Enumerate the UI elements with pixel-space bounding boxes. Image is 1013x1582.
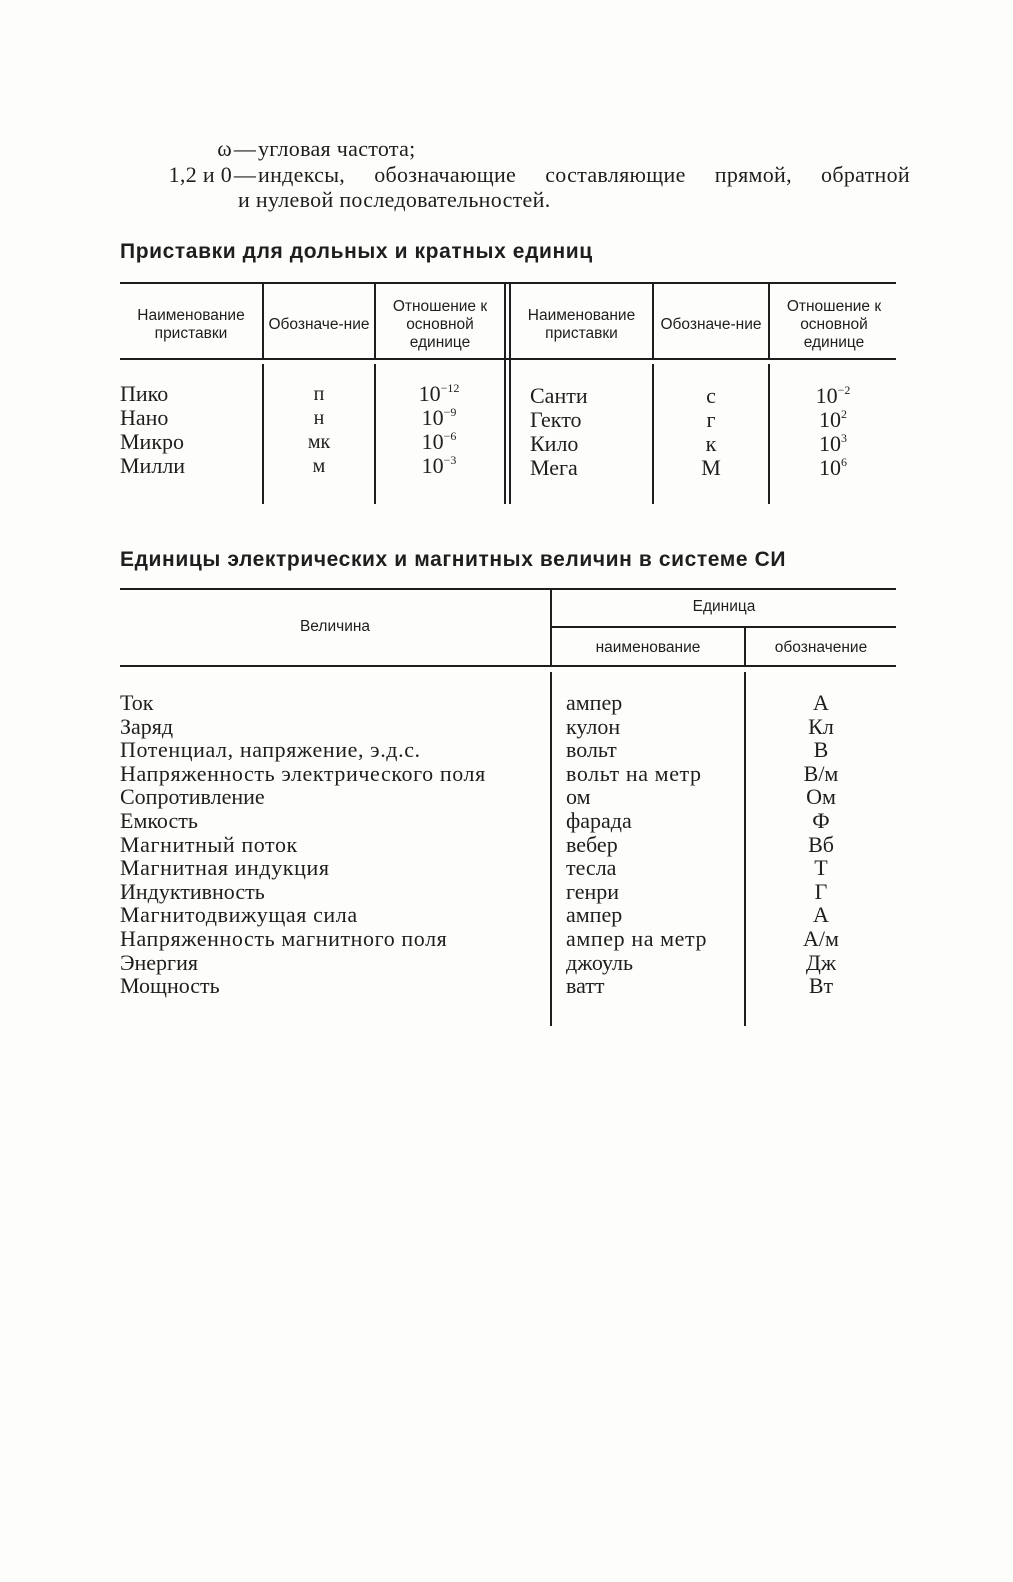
unit-name-cell: ампер [566, 902, 623, 928]
header-prefix-symbol: Обозначе-ние [268, 316, 370, 333]
unit-name-cell: ом [566, 784, 591, 810]
prefix-symbol: М [701, 455, 721, 480]
prefix-name: Пико [120, 381, 169, 406]
header-bottom-rule [120, 358, 896, 360]
column-divider [768, 284, 770, 358]
legend-dash: — [233, 162, 257, 187]
prefix-name: Нано [120, 405, 169, 430]
unit-symbol-cell: А [813, 902, 829, 928]
header-unit: Единица [692, 598, 756, 615]
unit-symbol-cell: Ом [806, 784, 836, 810]
ratio-value: $10^{-9}$ [421, 405, 457, 430]
column-divider [374, 284, 376, 358]
prefix-symbol: м [312, 455, 326, 477]
header-prefix-symbol: Обозначе-ние [660, 316, 762, 333]
header-unit-symbol: обозначение [774, 639, 868, 656]
unit-symbol-cell: Вт [808, 973, 834, 999]
prefix-name: Микро [120, 429, 185, 454]
legend-symbol: 1,2 и 0 [168, 162, 232, 187]
column-divider [652, 284, 654, 358]
unit-name-cell: фарада [566, 807, 632, 833]
quantity-cell: Заряд [120, 713, 174, 739]
si-units-table-title: Единицы электрических и магнитных величин в системе СИ [120, 548, 787, 571]
prefixes-table-title: Приставки для дольных и кратных единиц [120, 240, 593, 263]
quantity-cell: Магнитодвижущая сила [120, 902, 358, 928]
ratio-value: $10^{-2}$ [815, 383, 851, 408]
ratio-value: $10^{-12}$ [418, 381, 460, 406]
unit-symbol-cell: А/м [803, 925, 839, 951]
unit-name-cell: ампер на метр [566, 925, 708, 951]
prefix-symbol: н [313, 407, 325, 429]
unit-name-cell: ампер [566, 690, 623, 715]
ratio-column [376, 382, 502, 478]
prefix-symbol: к [705, 431, 717, 456]
unit-subheader-rule [552, 626, 896, 628]
quantity-cell: Мощность [120, 973, 220, 999]
prefix-name: Санти [530, 383, 588, 408]
prefix-symbol: с [706, 383, 716, 408]
table-top-rule [120, 282, 896, 284]
column-divider [550, 672, 552, 1026]
legend-text: угловая частота; [258, 136, 416, 161]
double-divider [504, 284, 506, 504]
unit-name-cell: джоуль [566, 949, 634, 975]
symbol-legend [120, 136, 910, 212]
prefix-symbol-column [654, 384, 768, 480]
legend-item [120, 136, 910, 162]
unit-symbol-cell: В [813, 737, 829, 763]
header-unit-name: наименование [595, 639, 701, 656]
unit-name-cell: кулон [566, 713, 621, 739]
unit-name-cell: вебер [566, 831, 618, 857]
ratio-value: $10^{-6}$ [421, 429, 457, 454]
unit-name-column [566, 691, 742, 998]
unit-symbol-cell: А [813, 690, 829, 715]
prefix-symbol-column [264, 382, 374, 478]
ratio-value: $10^3$ [819, 431, 847, 456]
legend-text: индексы, обозначающие составляющие прямой, обратной [258, 162, 910, 187]
ratio-value: $10^2$ [819, 407, 847, 432]
column-divider [262, 284, 264, 358]
unit-symbol-cell: Дж [805, 949, 837, 975]
prefix-symbol: п [313, 383, 325, 405]
prefix-name: Гекто [530, 407, 582, 432]
unit-name-cell: вольт [566, 737, 617, 763]
si-units-table [120, 588, 896, 1028]
unit-symbol-cell: В/м [803, 760, 839, 786]
prefix-name-column [120, 382, 260, 478]
header-prefix-name: Наименование приставки [137, 307, 245, 342]
header-ratio: Отношение к основной единице [786, 298, 882, 351]
quantity-cell: Магнитный поток [120, 831, 298, 857]
unit-symbol-cell: Ф [812, 807, 830, 833]
header-ratio: Отношение к основной единице [392, 298, 488, 351]
header-prefix-name: Наименование приставки [527, 307, 636, 342]
quantity-cell: Напряженность электрического поля [120, 760, 486, 786]
unit-symbol-cell: Кл [808, 713, 834, 739]
table-top-rule [120, 588, 896, 590]
unit-symbol-cell: Т [814, 855, 828, 881]
unit-name-cell: тесла [566, 855, 617, 881]
unit-symbol-cell: Г [814, 878, 828, 904]
prefix-name: Кило [530, 431, 579, 456]
quantity-cell: Энергия [120, 949, 198, 975]
ratio-value: $10^6$ [819, 455, 847, 480]
prefix-symbol: мк [307, 431, 331, 453]
unit-name-cell: вольт на метр [566, 760, 702, 786]
legend-dash: — [233, 136, 257, 161]
ratio-value: $10^{-3}$ [421, 453, 457, 478]
prefix-name-column [530, 384, 650, 480]
unit-symbol-cell: Вб [808, 831, 834, 857]
header-quantity: Величина [299, 618, 371, 635]
quantity-cell: Потенциал, напряжение, э.д.с. [120, 737, 421, 763]
quantity-cell: Сопротивление [120, 784, 265, 810]
header-bottom-rule [120, 665, 896, 667]
unit-name-cell: генри [566, 878, 620, 904]
ratio-column [770, 384, 896, 480]
prefixes-table [120, 282, 896, 508]
quantity-cell: Магнитная индукция [120, 855, 330, 881]
quantity-cell: Емкость [120, 807, 198, 833]
legend-item [120, 162, 910, 188]
quantity-cell: Напряженность магнитного поля [120, 925, 448, 951]
quantity-column [120, 691, 540, 998]
quantity-cell: Индуктивность [120, 878, 265, 904]
unit-name-cell: ватт [566, 973, 605, 999]
unit-symbol-column [746, 691, 896, 998]
legend-text-continuation: и нулевой последовательностей. [238, 187, 551, 212]
legend-symbol: ω [217, 136, 232, 161]
prefix-symbol: г [706, 407, 716, 432]
quantity-cell: Ток [120, 690, 154, 715]
prefix-name: Мега [530, 455, 578, 480]
prefix-name: Милли [120, 453, 186, 478]
double-divider [509, 284, 511, 504]
